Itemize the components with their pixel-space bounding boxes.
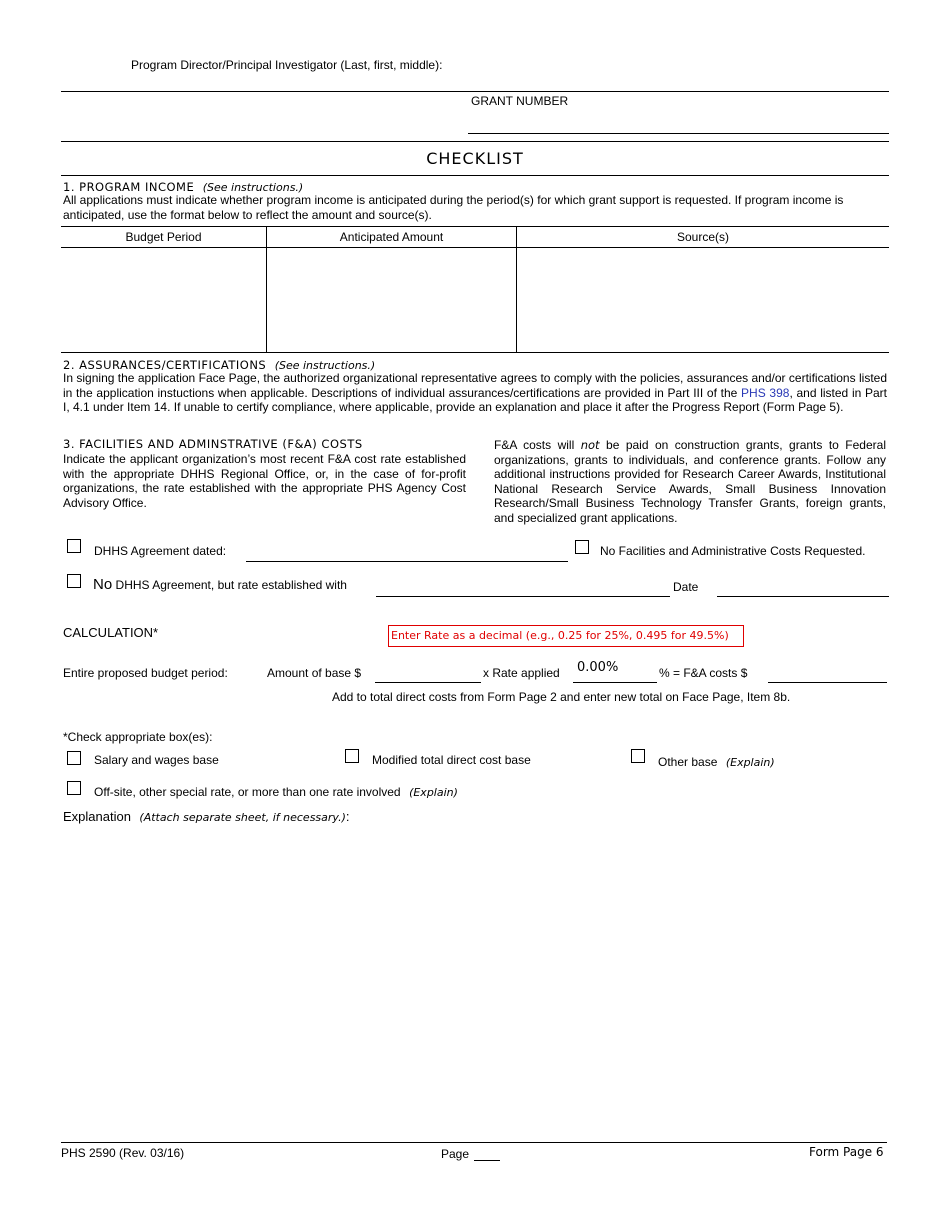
- fa-text-2: be paid on construction grants, grants to Federal organizations, grants to individuals, and conference grants. Follow any additional instructions provided for Research Career Awards, Institutional National Research Service Awards, Small Business Innovation Research/Small Business Technology Transfer Grants, foreign grants, and specialized grant applications.: [494, 438, 886, 525]
- section2-paragraph: [63, 371, 887, 415]
- other-base-explain: (Explain): [725, 756, 775, 769]
- amount-of-base-field[interactable]: [375, 682, 481, 683]
- pd-label: Program Director/Principal Investigator (Last, first, middle):: [131, 58, 443, 72]
- anticipated-amount-cell[interactable]: [267, 248, 515, 351]
- add-to-total-note: Add to total direct costs from Form Page 2 and enter new total on Face Page, Item 8b.: [332, 690, 791, 704]
- dhhs-agreement-date-field[interactable]: [246, 561, 568, 562]
- check-boxes-heading: *Check appropriate box(es):: [63, 730, 213, 744]
- no-fa-costs-label: No Facilities and Administrative Costs Requested.: [600, 544, 866, 558]
- offsite-rate-label-line: [94, 783, 458, 801]
- offsite-rate-label: Off-site, other special rate, or more than one rate involved: [94, 785, 401, 799]
- footer-page-number-field[interactable]: [474, 1160, 500, 1161]
- calculation-heading: CALCULATION*: [63, 625, 159, 640]
- title-top-rule: [61, 141, 889, 142]
- fa-costs-field[interactable]: [768, 682, 887, 683]
- section2-text-2: , and listed in Part I, 4.1 under Item 14. If unable to certify compliance, where applicable, provide an explanation and place it after the Progress Report (Form Page 5).: [63, 385, 887, 414]
- budget-period-label: Entire proposed budget period:: [63, 666, 228, 680]
- dhhs-agreement-label: DHHS Agreement dated:: [94, 544, 227, 558]
- modified-direct-cost-checkbox[interactable]: [345, 749, 359, 763]
- no-dhhs-agreement-checkbox[interactable]: [67, 574, 81, 588]
- salary-wages-checkbox[interactable]: [67, 751, 81, 765]
- salary-wages-label: Salary and wages base: [94, 753, 219, 767]
- no-word: No: [93, 576, 113, 593]
- fa-text-1: F&A costs will: [494, 438, 581, 452]
- table-bottom-rule: [61, 352, 889, 353]
- grant-number-field[interactable]: [468, 133, 889, 134]
- table-header-sources: Source(s): [676, 230, 729, 244]
- title-bottom-rule: [61, 175, 889, 176]
- explanation-field[interactable]: [63, 828, 887, 1128]
- table-top-rule: [61, 226, 889, 227]
- section1-heading: 1. PROGRAM INCOME: [63, 180, 195, 194]
- section2-heading: 2. ASSURANCES/CERTIFICATIONS: [63, 358, 267, 372]
- other-base-checkbox[interactable]: [631, 749, 645, 763]
- section2-text-1: In signing the application Face Page, the authorized organizational representative agrees to comply with the policies, assurances and/or certifications listed in the application instuctions when applicable. Descriptions of individual assurances/certifications are provided in Part III of the: [63, 371, 887, 400]
- footer-form-id: PHS 2590 (Rev. 03/16): [61, 1146, 185, 1160]
- offsite-rate-checkbox[interactable]: [67, 781, 81, 795]
- rate-hint-box: Enter Rate as a decimal (e.g., 0.25 for 25%, 0.495 for 49.5%): [388, 625, 744, 647]
- date-label: Date: [673, 580, 699, 594]
- section2-see-instructions: (See instructions.): [274, 359, 376, 372]
- other-base-label-line: [658, 753, 775, 771]
- rate-applied-label: x Rate applied: [483, 666, 560, 680]
- section1-see-instructions: (See instructions.): [202, 181, 304, 194]
- date-field[interactable]: [717, 596, 889, 597]
- explanation-colon: :: [345, 809, 350, 824]
- explanation-line: [63, 808, 350, 826]
- fa-costs-label: % = F&A costs $: [659, 666, 748, 680]
- footer-rule: [61, 1142, 887, 1143]
- section3-right-paragraph: [494, 438, 886, 525]
- no-dhhs-label: DHHS Agreement, but rate established with: [112, 578, 347, 592]
- budget-period-cell[interactable]: [62, 248, 265, 351]
- no-fa-costs-checkbox[interactable]: [575, 540, 589, 554]
- page-title: CHECKLIST: [426, 149, 524, 168]
- rate-applied-value: 0.00%: [577, 660, 619, 675]
- section3-heading: 3. FACILITIES AND ADMINSTRATIVE (F&A) COSTS: [63, 437, 363, 451]
- footer-form-page: Form Page 6: [809, 1145, 884, 1159]
- modified-direct-cost-label: Modified total direct cost base: [372, 753, 531, 767]
- phs-398-link[interactable]: PHS 398: [741, 385, 790, 400]
- explanation-note: (Attach separate sheet, if necessary.): [139, 811, 346, 824]
- explanation-label: Explanation: [63, 809, 131, 824]
- table-header-budget-period: Budget Period: [125, 230, 202, 244]
- dhhs-agreement-checkbox[interactable]: [67, 539, 81, 553]
- section1-paragraph: All applications must indicate whether program income is anticipated during the period(s) for which grant support is requested. If program income is anticipated, use the format below to reflect the amount and source(s).: [63, 193, 844, 222]
- offsite-explain: (Explain): [409, 786, 458, 799]
- other-base-label: Other base: [658, 755, 718, 769]
- amount-of-base-label: Amount of base $: [267, 666, 362, 680]
- section3-left-paragraph: Indicate the applicant organization’s most recent F&A cost rate established with the appropriate DHHS Regional Office, or, in the case of for-profit organizations, the rate established with the appropriate PHS Agency Cost Advisory Office.: [63, 452, 466, 510]
- footer-page-label: Page: [441, 1147, 470, 1161]
- rate-applied-field[interactable]: [573, 682, 657, 683]
- rate-established-with-field[interactable]: [376, 596, 670, 597]
- no-dhhs-label-line: [93, 576, 347, 594]
- table-header-anticipated-amount: Anticipated Amount: [339, 230, 444, 244]
- sources-cell[interactable]: [517, 248, 888, 351]
- fa-not-emphasis: not: [580, 438, 600, 452]
- header-rule: [61, 91, 889, 92]
- grant-number-label: GRANT NUMBER: [471, 94, 569, 108]
